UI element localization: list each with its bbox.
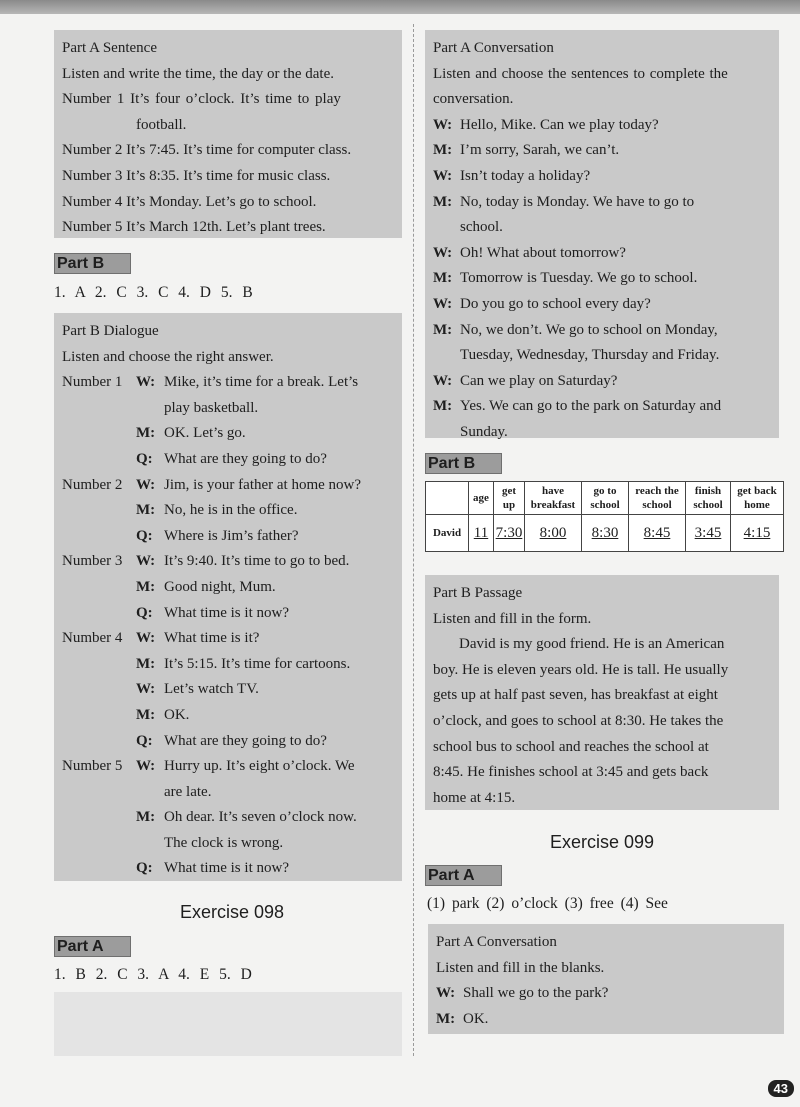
conversation-line [433, 343, 771, 369]
speaker-label: Q: [136, 604, 153, 621]
speaker-label: W: [433, 167, 453, 184]
dialogue-line [62, 703, 394, 729]
conversation-text: No, we don’t. We go to school on Monday, [460, 321, 718, 338]
passage-line: David is my good friend. He is an American [459, 636, 725, 653]
conversation-text: Yes. We can go to the park on Saturday and [460, 398, 722, 415]
speaker-label: W: [136, 553, 156, 570]
table-header-cell [731, 482, 784, 515]
dialogue-line [62, 677, 394, 703]
dialogue-line [62, 473, 394, 499]
conversation-line [433, 292, 771, 318]
passage-line: gets up at half past seven, has breakfast at eight [433, 687, 718, 704]
speaker-label: M: [136, 425, 156, 442]
dialogue-line [62, 498, 394, 524]
dialogue-line [62, 780, 394, 806]
speaker-label: M: [433, 193, 453, 210]
dialogue-text: It’s 5:15. It’s time for cartoons. [164, 655, 351, 672]
table-header-cell [525, 482, 582, 515]
speaker-number: Number 2 [62, 476, 123, 493]
header-line-2: home [744, 499, 770, 511]
table-header-cell [686, 482, 731, 515]
conversation-text: Oh! What about tomorrow? [460, 244, 626, 261]
passage-lines [433, 632, 771, 811]
table-cell [494, 515, 525, 552]
conversation-line [433, 394, 771, 420]
header-line-1: have [542, 485, 564, 497]
ex098-answers: 1. B 2. C 3. A 4. E 5. D [54, 966, 252, 983]
conversation-line [433, 215, 771, 241]
conversation-line [433, 420, 771, 446]
conversation-line [436, 981, 776, 1007]
table-cell [582, 515, 629, 552]
dialogue-line [62, 856, 394, 882]
dialogue-line [62, 447, 394, 473]
section-title: Part B Dialogue [62, 323, 159, 339]
conversation-line [433, 318, 771, 344]
dialogue-text: Mike, it’s time for a break. Let’s [164, 374, 359, 391]
cell-value: 8:30 [591, 525, 619, 541]
header-line-1: finish [694, 485, 722, 497]
ex098-part-a-tag [54, 936, 131, 957]
section-tag: Part A [54, 936, 131, 957]
header-line-2: school [642, 499, 672, 511]
conversation-text: OK. [463, 1010, 489, 1027]
passage-line: 8:45. He finishes school at 3:45 and gets back [433, 764, 709, 781]
speaker-number: Number 1 [62, 374, 123, 391]
table-cell [469, 515, 494, 552]
dialogue-text: What time is it? [164, 630, 260, 647]
table-header-cell [494, 482, 525, 515]
speaker-label: M: [433, 321, 453, 338]
sentence-5: Number 5 It’s March 12th. Let’s plant trees. [62, 219, 326, 236]
speaker-label: W: [433, 116, 453, 133]
dialogue-line [62, 831, 394, 857]
speaker-label: M: [136, 809, 156, 826]
speaker-label: W: [433, 295, 453, 312]
cell-value: 3:45 [694, 525, 722, 541]
table-header-cell [629, 482, 686, 515]
instruction-cont: conversation. [433, 91, 514, 108]
right-part-b-tag [425, 453, 502, 474]
speaker-label: W: [136, 374, 156, 391]
passage-line: boy. He is eleven years old. He is tall. He usually [433, 661, 729, 678]
dialogue-line [62, 729, 394, 755]
dialogue-text: What are they going to do? [164, 450, 327, 467]
cell-value: 8:00 [539, 525, 567, 541]
dialogue-text: What time is it now? [164, 860, 289, 877]
dialogue-text: Let’s watch TV. [164, 681, 259, 698]
conversation-text: Isn’t today a holiday? [460, 167, 591, 184]
exercise-099-title: Exercise 099 [549, 832, 655, 852]
part-b-answers: 1. A 2. C 3. C 4. D 5. B [54, 284, 253, 301]
speaker-label: Q: [136, 527, 153, 544]
dialogue-line [62, 421, 394, 447]
speaker-number: Number 3 [62, 553, 123, 570]
part-a-conversation-box [425, 30, 779, 438]
dialogue-text: What time is it now? [164, 604, 289, 621]
passage-line: home at 4:15. [433, 789, 516, 806]
part-b-tag [54, 253, 131, 274]
header-line-2: school [590, 499, 620, 511]
speaker-label: Q: [136, 450, 153, 467]
conversation-text: school. [460, 219, 503, 236]
table-cell [731, 515, 784, 552]
dialogue-line [62, 805, 394, 831]
dialogue-line [62, 626, 394, 652]
conversation-lines [436, 981, 776, 1032]
header-line-1: reach the [635, 485, 679, 497]
ex099-conversation-box [428, 924, 784, 1034]
dialogue-text: Jim, is your father at home now? [164, 476, 362, 493]
ex099-part-a-tag [425, 865, 502, 886]
section-tag: Part B [425, 453, 502, 474]
dialogue-text: Oh dear. It’s seven o’clock now. [164, 809, 357, 826]
speaker-label: W: [436, 985, 456, 1002]
conversation-text: Tuesday, Wednesday, Thursday and Friday. [460, 347, 720, 364]
instruction: Listen and write the time, the day or the date. [62, 65, 334, 82]
part-b-passage-box [425, 575, 779, 810]
table-header-row [426, 482, 784, 515]
dialogue-text: Where is Jim’s father? [164, 527, 299, 544]
conversation-line [433, 241, 771, 267]
speaker-label: M: [136, 706, 156, 723]
dialogue-line [62, 370, 394, 396]
part-b-dialogue-box [54, 313, 402, 881]
dialogue-line [62, 652, 394, 678]
dialogue-text: OK. [164, 706, 190, 723]
header-line-2: breakfast [530, 499, 576, 511]
speaker-label: M: [136, 655, 156, 672]
header-line-2: school [693, 499, 723, 511]
cell-value: 7:30 [495, 525, 523, 541]
dialogue-text: Hurry up. It’s eight o’clock. We [164, 758, 355, 775]
speaker-label: M: [136, 578, 156, 595]
dialogue-text: Good night, Mum. [164, 578, 276, 595]
conversation-lines [433, 113, 771, 446]
sentence-1-cont: football. [136, 116, 187, 133]
speaker-label: M: [433, 398, 453, 415]
instruction: Listen and fill in the blanks. [436, 959, 605, 976]
conversation-line [433, 164, 771, 190]
speaker-label: W: [136, 476, 156, 493]
dialogue-text: No, he is in the office. [164, 502, 298, 519]
table-header-cell [582, 482, 629, 515]
row-label-cell: David [426, 515, 469, 552]
conversation-text: Shall we go to the park? [463, 985, 609, 1002]
column-divider [413, 24, 414, 1056]
conversation-text: Hello, Mike. Can we play today? [460, 116, 659, 133]
page-number: 43 [768, 1080, 794, 1097]
speaker-number: Number 5 [62, 758, 123, 775]
section-title: Part A Conversation [436, 934, 557, 950]
dialogue-lines [62, 370, 394, 882]
exercise-098-title: Exercise 098 [179, 902, 285, 922]
speaker-label: M: [136, 502, 156, 519]
section-title: Part A Conversation [433, 40, 554, 56]
section-tag: Part B [54, 253, 131, 274]
schedule-table-wrap [425, 481, 784, 552]
conversation-line [433, 266, 771, 292]
dialogue-line [62, 396, 394, 422]
conversation-text: Sunday. [460, 423, 508, 440]
table-cell [686, 515, 731, 552]
table-cell [525, 515, 582, 552]
speaker-label: W: [136, 630, 156, 647]
conversation-line [436, 1007, 776, 1033]
header-line-1: age [473, 492, 489, 504]
section-title: Part B Passage [433, 585, 523, 601]
dialogue-text: OK. Let’s go. [164, 425, 246, 442]
speaker-label: M: [433, 142, 453, 159]
header-line-1: go to [593, 485, 617, 497]
conversation-line [433, 369, 771, 395]
sentence-2: Number 2 It’s 7:45. It’s time for computer class. [62, 142, 352, 159]
sentence-4: Number 4 It’s Monday. Let’s go to school. [62, 193, 317, 210]
dialogue-text: play basketball. [164, 399, 259, 416]
speaker-label: W: [136, 681, 156, 698]
speaker-label: Q: [136, 732, 153, 749]
section-tag: Part A [425, 865, 502, 886]
conversation-text: No, today is Monday. We have to go to [460, 193, 695, 210]
header-line-1: get back [737, 485, 777, 497]
sentence-1: Number 1 It’s four o’clock. It’s time to play [62, 91, 341, 108]
dialogue-text: are late. [164, 783, 212, 800]
conversation-text: Can we play on Saturday? [460, 372, 618, 389]
speaker-label: W: [433, 244, 453, 261]
speaker-label: W: [433, 372, 453, 389]
table-row [426, 515, 784, 552]
ex099-answers: (1) park (2) o’clock (3) free (4) See [427, 895, 668, 912]
passage-line: o’clock, and goes to school at 8:30. He takes the [433, 712, 724, 729]
cell-value: 11 [473, 525, 489, 541]
instruction: Listen and choose the right answer. [62, 348, 274, 365]
speaker-label: M: [433, 270, 453, 287]
conversation-line [433, 113, 771, 139]
dialogue-line [62, 549, 394, 575]
part-a-sentence-box [54, 30, 402, 238]
dialogue-line [62, 575, 394, 601]
dialogue-text: What are they going to do? [164, 732, 327, 749]
speaker-label: M: [436, 1010, 456, 1027]
dialogue-text: It’s 9:40. It’s time to go to bed. [164, 553, 350, 570]
header-line-1: get [501, 485, 517, 497]
schedule-table [425, 481, 784, 552]
header-line-2: up [502, 499, 516, 511]
table-cell [629, 515, 686, 552]
conversation-text: Do you go to school every day? [460, 295, 651, 312]
cell-value: 8:45 [643, 525, 671, 541]
sentence-3: Number 3 It’s 8:35. It’s time for music class. [62, 167, 331, 184]
dialogue-line [62, 754, 394, 780]
section-title: Part A Sentence [62, 40, 157, 56]
conversation-line [433, 138, 771, 164]
conversation-text: Tomorrow is Tuesday. We go to school. [460, 270, 698, 287]
conversation-line [433, 190, 771, 216]
speaker-label: Q: [136, 860, 153, 877]
dialogue-line [62, 601, 394, 627]
dialogue-text: The clock is wrong. [164, 834, 284, 851]
cell-value: 4:15 [743, 525, 771, 541]
ex098-shade [54, 992, 402, 1056]
table-header-cell [426, 482, 469, 515]
speaker-label: W: [136, 758, 156, 775]
instruction: Listen and choose the sentences to complete the [433, 65, 728, 82]
conversation-text: I’m sorry, Sarah, we can’t. [460, 142, 620, 159]
speaker-number: Number 4 [62, 630, 123, 647]
passage-line: school bus to school and reaches the school at [433, 738, 709, 755]
table-header-cell [469, 482, 494, 515]
instruction: Listen and fill in the form. [433, 610, 592, 627]
dialogue-line [62, 524, 394, 550]
